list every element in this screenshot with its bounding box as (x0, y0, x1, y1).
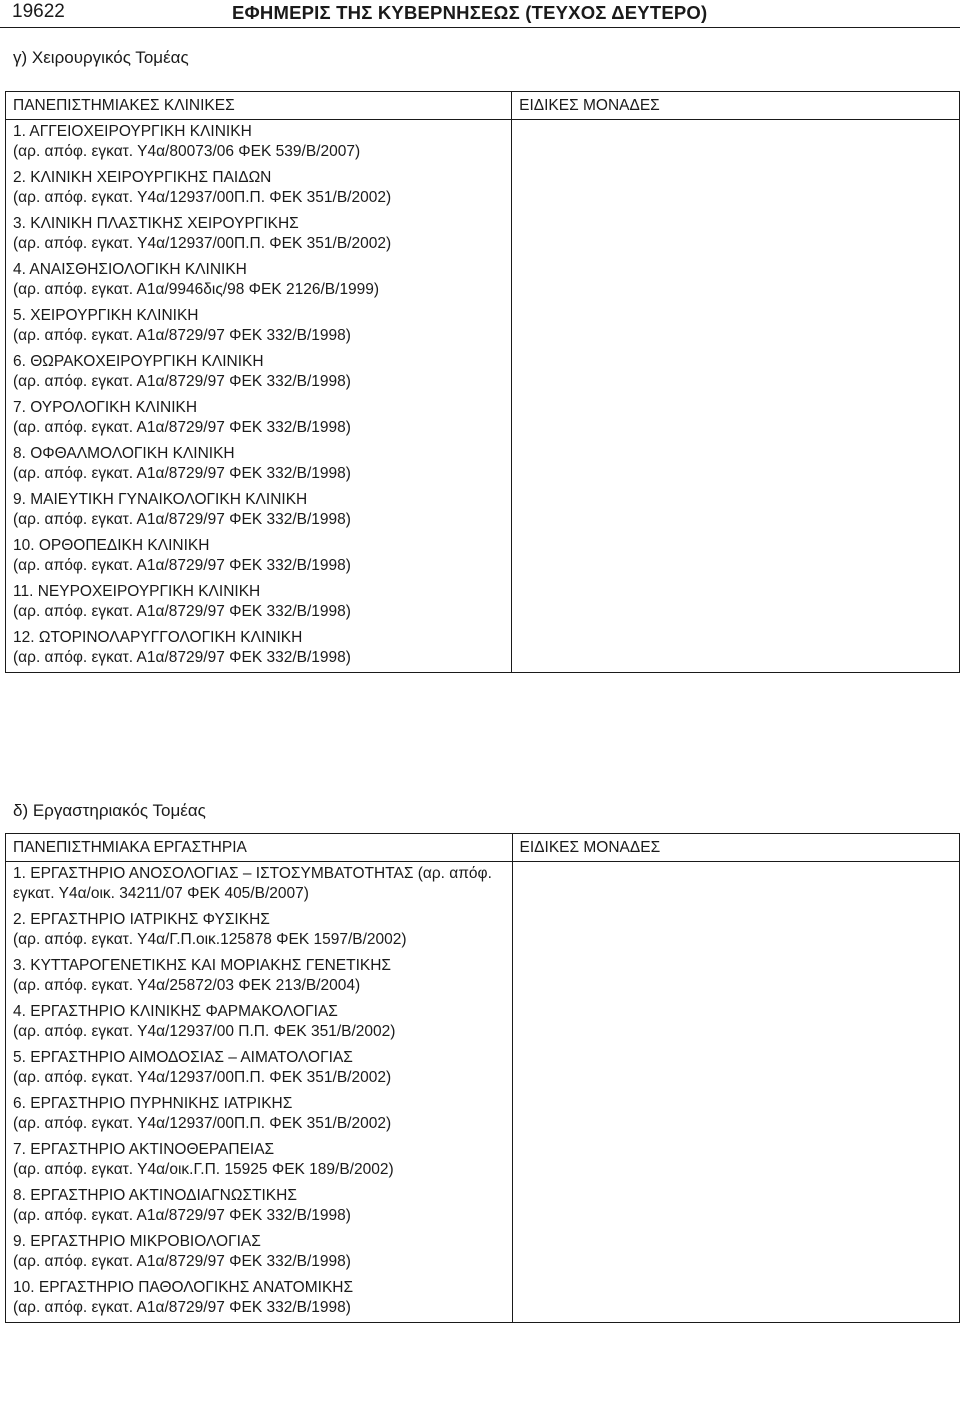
entry-title: 2. ΚΛΙΝΙΚΗ ΧΕΙΡΟΥΡΓΙΚΗΣ ΠΑΙΔΩΝ (13, 169, 272, 186)
list-item (13, 1278, 506, 1318)
entry-reference: (αρ. απόφ. εγκατ. Α1α/9946δις/98 ΦΕΚ 2126/Β/1999) (13, 281, 380, 298)
surgical-units-table (5, 91, 960, 673)
entry-title: 8. ΕΡΓΑΣΤΗΡΙΟ ΑΚΤΙΝΟΔΙΑΓΝΩΣΤΙΚΗΣ (13, 1187, 297, 1204)
entry-reference: (αρ. απόφ. εγκατ. Α1α/8729/97 ΦΕΚ 332/Β/1998) (13, 373, 351, 390)
list-item (13, 864, 506, 904)
laboratory-section-title: δ) Εργαστηριακός Τομέας (13, 801, 206, 820)
entry-reference: (αρ. απόφ. εγκατ. Α1α/8729/97 ΦΕΚ 332/Β/1998) (13, 603, 351, 620)
laboratory-left-header: ΠΑΝΕΠΙΣΤΗΜΙΑΚΑ ΕΡΓΑΣΤΗΡΙΑ (6, 834, 513, 862)
entry-reference: (αρ. απόφ. εγκατ. Υ4α/12937/00Π.Π. ΦΕΚ 351/Β/2002) (13, 235, 392, 252)
list-item (13, 956, 506, 996)
entry-reference: (αρ. απόφ. εγκατ. Υ4α/12937/00Π.Π. ΦΕΚ 351/Β/2002) (13, 1115, 392, 1132)
entry-title: 4. ΕΡΓΑΣΤΗΡΙΟ ΚΛΙΝΙΚΗΣ ΦΑΡΜΑΚΟΛΟΓΙΑΣ (13, 1003, 338, 1020)
surgical-right-header: ΕΙΔΙΚΕΣ ΜΟΝΑΔΕΣ (512, 92, 960, 120)
surgical-special-units-cell (512, 120, 960, 673)
list-item (13, 214, 505, 254)
entry-reference: (αρ. απόφ. εγκατ. Α1α/8729/97 ΦΕΚ 332/Β/1998) (13, 649, 351, 666)
entry-reference: (αρ. απόφ. εγκατ. Υ4α/οικ.Γ.Π. 15925 ΦΕΚ 189/Β/2002) (13, 1161, 394, 1178)
surgical-section-title: γ) Χειρουργικός Τομέας (13, 48, 189, 67)
entry-title: 9. ΕΡΓΑΣΤΗΡΙΟ ΜΙΚΡΟΒΙΟΛΟΓΙΑΣ (13, 1233, 261, 1250)
entry-title: 3. ΚΥΤΤΑΡΟΓΕΝΕΤΙΚΗΣ ΚΑΙ ΜΟΡΙΑΚΗΣ ΓΕΝΕΤΙΚΗΣ (13, 957, 391, 974)
list-item (13, 306, 505, 346)
laboratory-right-header: ΕΙΔΙΚΕΣ ΜΟΝΑΔΕΣ (512, 834, 959, 862)
entry-reference: (αρ. απόφ. εγκατ. Α1α/8729/97 ΦΕΚ 332/Β/1998) (13, 419, 351, 436)
surgical-left-header: ΠΑΝΕΠΙΣΤΗΜΙΑΚΕΣ ΚΛΙΝΙΚΕΣ (6, 92, 512, 120)
entry-reference: (αρ. απόφ. εγκατ. Α1α/8729/97 ΦΕΚ 332/Β/1998) (13, 1207, 351, 1224)
list-item (13, 168, 505, 208)
list-item (13, 444, 505, 484)
entry-title: 8. ΟΦΘΑΛΜΟΛΟΓΙΚΗ ΚΛΙΝΙΚΗ (13, 445, 235, 462)
entry-title: 7. ΕΡΓΑΣΤΗΡΙΟ ΑΚΤΙΝΟΘΕΡΑΠΕΙΑΣ (13, 1141, 275, 1158)
list-item (13, 1186, 506, 1226)
laboratory-units-table (5, 833, 960, 1323)
list-item (13, 352, 505, 392)
entry-title: 6. ΘΩΡΑΚΟΧΕΙΡΟΥΡΓΙΚΗ ΚΛΙΝΙΚΗ (13, 353, 264, 370)
entry-title: 10. ΕΡΓΑΣΤΗΡΙΟ ΠΑΘΟΛΟΓΙΚΗΣ ΑΝΑΤΟΜΙΚΗΣ (13, 1279, 354, 1296)
entry-title: 5. ΧΕΙΡΟΥΡΓΙΚΗ ΚΛΙΝΙΚΗ (13, 307, 199, 324)
entry-reference: (αρ. απόφ. εγκατ. Υ4α/12937/00 Π.Π. ΦΕΚ 351/Β/2002) (13, 1023, 396, 1040)
list-item (13, 122, 505, 162)
entry-reference: (αρ. απόφ. εγκατ. Α1α/8729/97 ΦΕΚ 332/Β/1998) (13, 557, 351, 574)
entry-title: 6. ΕΡΓΑΣΤΗΡΙΟ ΠΥΡΗΝΙΚΗΣ ΙΑΤΡΙΚΗΣ (13, 1095, 293, 1112)
entry-reference: (αρ. απόφ. εγκατ. Α1α/8729/97 ΦΕΚ 332/Β/1998) (13, 511, 351, 528)
entry-reference: (αρ. απόφ. εγκατ. Υ4α/12937/00Π.Π. ΦΕΚ 351/Β/2002) (13, 189, 392, 206)
entry-reference: (αρ. απόφ. εγκατ. Α1α/8729/97 ΦΕΚ 332/Β/1998) (13, 1253, 351, 1270)
entry-title: 1. ΑΓΓΕΙΟΧΕΙΡΟΥΡΓΙΚΗ ΚΛΙΝΙΚΗ (13, 123, 252, 140)
list-item (13, 1140, 506, 1180)
list-item (13, 910, 506, 950)
list-item (13, 1094, 506, 1134)
entry-title: 2. ΕΡΓΑΣΤΗΡΙΟ ΙΑΤΡΙΚΗΣ ΦΥΣΙΚΗΣ (13, 911, 270, 928)
list-item (13, 582, 505, 622)
laboratory-list (6, 862, 513, 1323)
entry-reference: (αρ. απόφ. εγκατ. Υ4α/12937/00Π.Π. ΦΕΚ 351/Β/2002) (13, 1069, 392, 1086)
entry-reference: (αρ. απόφ. εγκατ. Α1α/8729/97 ΦΕΚ 332/Β/1998) (13, 1299, 351, 1316)
page-header (0, 0, 960, 26)
entry-reference: (αρ. απόφ. εγκατ. Υ4α/25872/03 ΦΕΚ 213/Β/2004) (13, 977, 361, 994)
header-rule (0, 27, 960, 28)
list-item (13, 536, 505, 576)
list-item (13, 1048, 506, 1088)
surgical-clinics-list (6, 120, 512, 673)
page-number: 19622 (12, 1, 65, 22)
entry-reference: (αρ. απόφ. εγκατ. Α1α/8729/97 ΦΕΚ 332/Β/1998) (13, 327, 351, 344)
list-item (13, 628, 505, 668)
list-item (13, 490, 505, 530)
entry-title: 10. ΟΡΘΟΠΕΔΙΚΗ ΚΛΙΝΙΚΗ (13, 537, 210, 554)
entry-reference: (αρ. απόφ. εγκατ. Υ4α/80073/06 ΦΕΚ 539/Β/2007) (13, 143, 361, 160)
list-item (13, 1232, 506, 1272)
entry-title: 11. ΝΕΥΡΟΧΕΙΡΟΥΡΓΙΚΗ ΚΛΙΝΙΚΗ (13, 583, 261, 600)
entry-title: 12. ΩΤΟΡΙΝΟΛΑΡΥΓΓΟΛΟΓΙΚΗ ΚΛΙΝΙΚΗ (13, 629, 303, 646)
gazette-title: ΕΦΗΜΕΡΙΣ ΤΗΣ ΚΥΒΕΡΝΗΣΕΩΣ (ΤΕΥΧΟΣ ΔΕΥΤΕΡΟ) (232, 2, 708, 23)
entry-title: 4. ΑΝΑΙΣΘΗΣΙΟΛΟΓΙΚΗ ΚΛΙΝΙΚΗ (13, 261, 247, 278)
list-item (13, 1002, 506, 1042)
entry-title: 5. ΕΡΓΑΣΤΗΡΙΟ ΑΙΜΟΔΟΣΙΑΣ – ΑΙΜΑΤΟΛΟΓΙΑΣ (13, 1049, 353, 1066)
entry-reference: (αρ. απόφ. εγκατ. Υ4α/Γ.Π.οικ.125878 ΦΕΚ 1597/Β/2002) (13, 931, 407, 948)
laboratory-special-units-cell (512, 862, 959, 1323)
list-item (13, 398, 505, 438)
entry-reference: (αρ. απόφ. εγκατ. Α1α/8729/97 ΦΕΚ 332/Β/1998) (13, 465, 351, 482)
entry-title: 1. ΕΡΓΑΣΤΗΡΙΟ ΑΝΟΣΟΛΟΓΙΑΣ – ΙΣΤΟΣΥΜΒΑΤΟΤΗΤΑΣ (αρ. απόφ. εγκατ. Υ4α/οικ. 34211/07 ΦΕΚ 405/Β/2007) (13, 865, 492, 902)
entry-title: 9. ΜΑΙΕΥΤΙΚΗ ΓΥΝΑΙΚΟΛΟΓΙΚΗ ΚΛΙΝΙΚΗ (13, 491, 308, 508)
list-item (13, 260, 505, 300)
entry-title: 3. ΚΛΙΝΙΚΗ ΠΛΑΣΤΙΚΗΣ ΧΕΙΡΟΥΡΓΙΚΗΣ (13, 215, 299, 232)
entry-title: 7. ΟΥΡΟΛΟΓΙΚΗ ΚΛΙΝΙΚΗ (13, 399, 198, 416)
